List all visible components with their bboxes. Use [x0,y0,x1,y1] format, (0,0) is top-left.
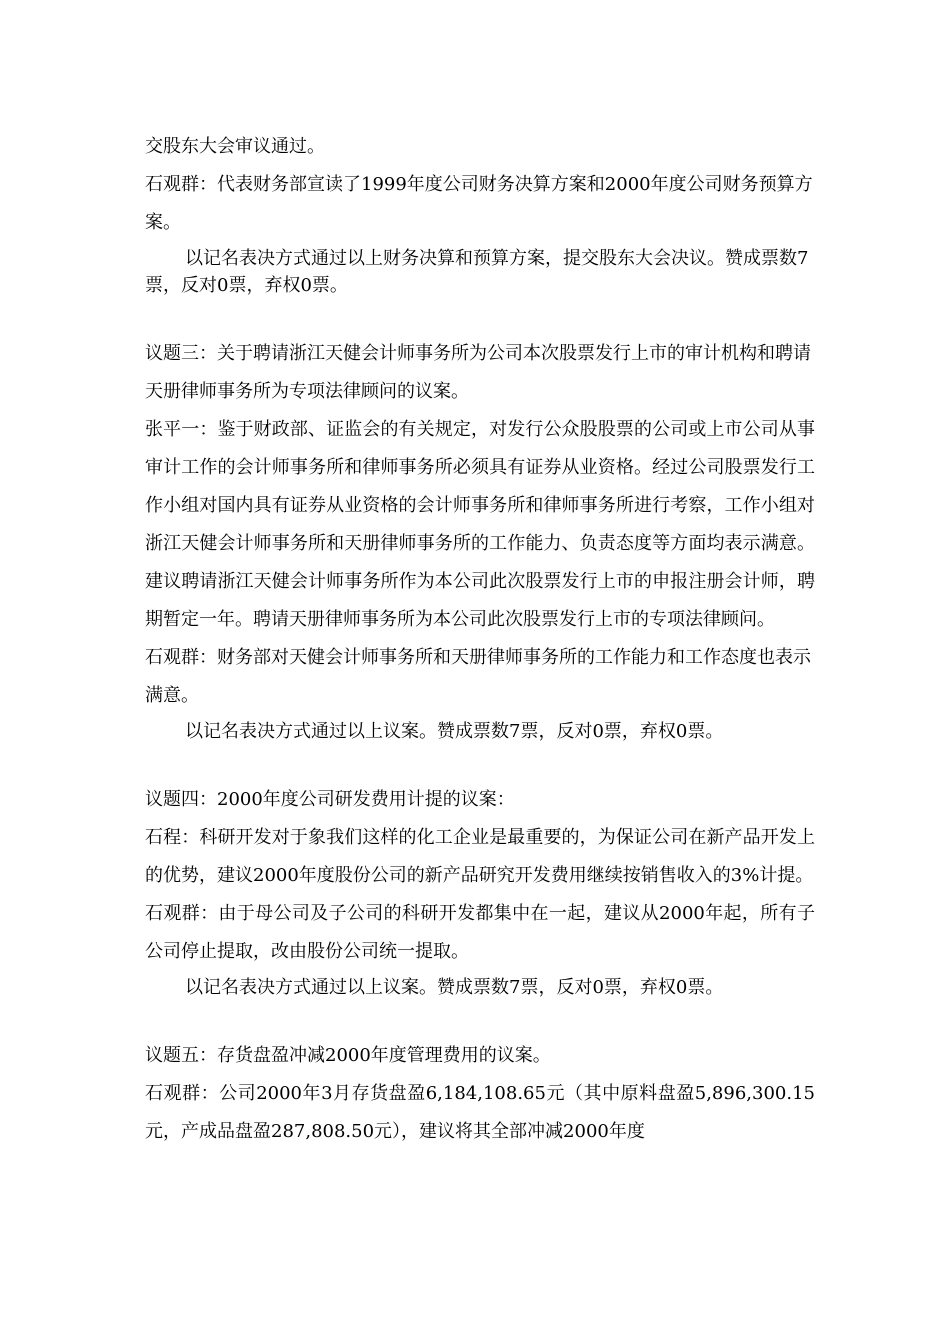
paragraph-shicheng-statement: 石程：科研开发对于象我们这样的化工企业是最重要的，为保证公司在新产品开发上的优势，建议2000年度股份公司的新产品研究开发费用继续按销售收入的3%计提。 [145,827,815,886]
paragraph-resolution-topic-four: 以记名表决方式通过以上议案。赞成票数7票，反对0票，弃权0票。 [185,977,724,998]
paragraph-resolution-budget: 以记名表决方式通过以上财务决算和预算方案，提交股东大会决议。赞成票数7票，反对0票，弃权0票。 [145,248,809,296]
section-gap [145,299,815,335]
paragraph-shi-statement-inventory: 石观群：公司2000年3月存货盘盈6,184,108.65元（其中原料盘盈5,896,300.15元，产成品盘盈287,808.50元），建议将其全部冲减2000年度 [145,1083,815,1142]
document-page [145,128,815,1151]
paragraph-shi-statement-rd: 石观群：由于母公司及子公司的科研开发都集中在一起，建议从2000年起，所有子公司停止提取，改由股份公司统一提取。 [145,903,815,962]
paragraph-shi-statement-auditor: 石观群：财务部对天健会计师事务所和天册律师事务所的工作能力和工作态度也表示满意。 [145,647,811,706]
paragraph-resolution-topic-three: 以记名表决方式通过以上议案。赞成票数7票，反对0票，弃权0票。 [185,721,724,742]
paragraph-zhang-statement: 张平一：鉴于财政部、证监会的有关规定，对发行公众股股票的公司或上市公司从事审计工作的会计师事务所和律师事务所必须具有证券从业资格。经过公司股票发行工作小组对国内具有证券从业资格的会计师事务所和律师事务所进行考察，工作小组对浙江天健会计师事务所和天册律师事务所的工作能力、负责态度等方面均表示满意。建议聘请浙江天健会计师事务所作为本公司此次股票发行上市的申报注册会计师，聘期暂定一年。聘请天册律师事务所为本公司此次股票发行上市的专项法律顾问。 [145,419,815,630]
section-gap [145,745,815,781]
paragraph-approval-note: 交股东大会审议通过。 [145,136,325,157]
paragraph-topic-five: 议题五：存货盘盈冲减2000年度管理费用的议案。 [145,1045,551,1066]
paragraph-topic-three: 议题三：关于聘请浙江天健会计师事务所为公司本次股票发行上市的审计机构和聘请天册律师事务所为专项法律顾问的议案。 [145,343,811,402]
paragraph-topic-four: 议题四：2000年度公司研发费用计提的议案： [145,789,515,810]
paragraph-budget-report: 石观群：代表财务部宣读了1999年度公司财务决算方案和2000年度公司财务预算方案。 [145,174,813,233]
section-gap [145,1001,815,1037]
